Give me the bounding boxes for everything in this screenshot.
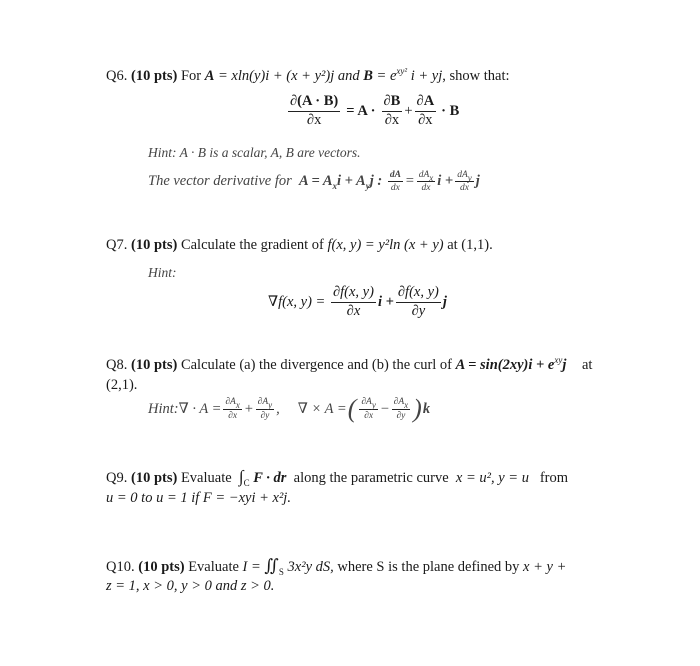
q7-function: f(x, y) = y²ln (x + y) xyxy=(327,237,444,253)
q9-points: (10 pts) xyxy=(130,470,178,486)
q7-statement xyxy=(106,237,493,254)
q8-curl-t2-sub: x xyxy=(404,400,409,411)
q10-sub-s: S xyxy=(278,567,284,577)
q6-number: Q6. xyxy=(106,68,128,84)
q9-curve: x = u², y = u xyxy=(455,470,529,486)
q10-points: (10 pts) xyxy=(138,559,185,575)
q8-curl-minus: − xyxy=(379,400,390,417)
q6-hint-j: j xyxy=(475,173,480,190)
q10-integral: ∬ xyxy=(264,556,279,575)
q8-text: Calculate (a) the divergence and (b) the curl of xyxy=(180,357,453,373)
q6-plus: + xyxy=(404,102,413,119)
q9-rest: along the parametric curve xyxy=(293,470,449,486)
q8-hint xyxy=(148,396,430,422)
q6-b-def-rest: i + yj xyxy=(410,68,443,84)
q7-i-plus: i + xyxy=(377,293,394,310)
q6-hint-2-def: A = A xyxy=(299,173,333,190)
q7-dfdx-frac xyxy=(331,285,376,320)
q6-lhs-num: ∂(A · B) xyxy=(288,94,340,112)
q6-hint-day-sub: y xyxy=(467,173,472,183)
q6-hint-da-num: dA xyxy=(388,170,403,182)
q8-curl-t2-num: ∂A xyxy=(393,397,405,408)
q6-db-fraction xyxy=(382,94,403,129)
q9-integrand: F · dr xyxy=(253,470,287,486)
q6-hint-eq: = xyxy=(404,173,415,190)
q7-hint-label: Hint: xyxy=(148,265,177,280)
q9-sub-c: C xyxy=(243,478,250,488)
q6-eq-sign: = A · xyxy=(346,102,376,119)
q6-hint-dax-sub: x xyxy=(429,173,434,183)
q8-div-t1-sub: x xyxy=(235,400,240,411)
q6-b-def-exp: xy² xyxy=(396,66,408,76)
q6-dot-b: · B xyxy=(441,102,460,119)
q8-div-t2-den: ∂y xyxy=(260,410,270,421)
q6-a-def: = xln(y)i + (x + y²)j xyxy=(218,68,335,84)
q8-number: Q8. xyxy=(106,357,128,373)
q9-text: Evaluate xyxy=(180,470,232,486)
q6-statement xyxy=(106,68,510,85)
q6-hint-day-den: dx xyxy=(460,183,469,194)
q6-hint-day-frac xyxy=(455,170,474,194)
q7-dfdx-num: ∂f(x, y) xyxy=(331,285,376,303)
q8-curl-t1-sub: y xyxy=(371,400,376,411)
q7-dfdy-num: ∂f(x, y) xyxy=(396,285,441,303)
q8-statement xyxy=(106,357,592,374)
q8-comma: , xyxy=(276,400,280,417)
q9-from: from xyxy=(539,470,569,486)
q6-db-num: ∂B xyxy=(382,94,403,112)
q8-div-t2 xyxy=(256,397,275,421)
q10-text: Evaluate xyxy=(188,559,239,575)
q8-curl-t1-num: ∂A xyxy=(361,397,372,408)
q8-curl-lhs: ∇ × A = xyxy=(297,400,347,417)
q6-hint-day-num: dA xyxy=(457,170,468,180)
q8-div-t1 xyxy=(223,397,242,421)
q6-vec-a: A xyxy=(204,68,215,84)
q8-k: k xyxy=(422,400,431,417)
q7-at: at (1,1). xyxy=(447,237,493,253)
q6-db-den: ∂x xyxy=(384,111,400,128)
q8-left-paren: ( xyxy=(347,394,357,423)
q7-gradient-eq xyxy=(268,285,447,320)
q8-curl-t1 xyxy=(359,397,378,421)
q10-plane: x + y + xyxy=(523,559,567,575)
q10-number: Q10. xyxy=(106,559,135,575)
q6-hint-da-den: dx xyxy=(390,183,400,194)
q9-line2: u = 0 to u = 1 if F = −xyi + x²j. xyxy=(106,490,291,506)
q9-statement xyxy=(106,467,568,487)
q6-lhs-den: ∂x xyxy=(306,111,322,128)
q10-i-def: I = xyxy=(242,559,261,575)
q6-hint-2-i: i + A xyxy=(337,173,366,190)
q6-equation xyxy=(286,94,459,129)
q8-div-t2-sub: y xyxy=(268,400,273,411)
q10-rest: where S is the plane defined by xyxy=(337,559,520,575)
q6-hint-dax-frac xyxy=(417,170,436,194)
q8-curl-t1-den: ∂x xyxy=(364,410,374,421)
q7-j: j xyxy=(442,293,447,310)
q8-curl-t2 xyxy=(392,397,411,421)
q6-hint-2-j: j : xyxy=(369,173,383,190)
q6-da-fraction xyxy=(415,94,437,129)
q6-hint-2-y: y xyxy=(365,181,370,192)
q6-points: (10 pts) xyxy=(130,68,178,84)
q8-at: at xyxy=(582,357,593,373)
q6-lhs-fraction xyxy=(288,94,340,129)
q8-curl-t2-den: ∂y xyxy=(396,410,406,421)
q6-hint-1: Hint: A · B is a scalar, A, B are vectors. xyxy=(148,145,361,160)
q8-div-t1-num: ∂A xyxy=(225,397,236,408)
q6-hint-i-plus: i + xyxy=(437,173,454,190)
q8-div-plus: + xyxy=(243,400,254,417)
q6-show: , show that: xyxy=(442,68,510,84)
q6-vec-b: B xyxy=(363,68,373,84)
q7-points: (10 pts) xyxy=(130,237,178,253)
q6-hint-2-pre: The vector derivative for xyxy=(148,173,292,190)
q8-a-exp: xy xyxy=(554,355,563,365)
q6-hint-dax-num: dA xyxy=(418,170,430,180)
q6-text-for: For xyxy=(180,68,202,84)
q7-dfdy-frac xyxy=(396,285,441,320)
q6-hint-da-frac xyxy=(388,170,403,194)
q8-right-paren: ) xyxy=(413,394,422,423)
q7-dfdx-den: ∂x xyxy=(346,302,361,319)
q8-point: (2,1). xyxy=(106,377,138,393)
q6-and: and xyxy=(337,68,360,84)
q8-points: (10 pts) xyxy=(130,357,178,373)
q10-line2: z = 1, x > 0, y > 0 and z > 0. xyxy=(106,578,275,594)
q10-integrand: 3x²y dS, xyxy=(287,559,334,575)
q9-number: Q9. xyxy=(106,470,128,486)
q8-hint-div: Hint:∇ · A = xyxy=(148,400,222,417)
q6-hint-dax-den: dx xyxy=(421,183,431,194)
q8-div-t2-num: ∂A xyxy=(257,397,269,408)
q6-hint-2-x: x xyxy=(332,181,338,192)
q7-grad-lhs: ∇f(x, y) = xyxy=(268,293,326,310)
q8-a-rest: j xyxy=(562,357,567,373)
q6-b-def-base: = e xyxy=(376,68,397,84)
q9-integral: ∫ xyxy=(238,467,244,486)
q8-div-t1-den: ∂x xyxy=(228,410,238,421)
q8-a-def: A = sin(2xy)i + e xyxy=(455,357,555,373)
q7-text: Calculate the gradient of xyxy=(180,237,324,253)
q6-da-den: ∂x xyxy=(418,111,433,128)
q7-dfdy-den: ∂y xyxy=(411,302,426,319)
q7-number: Q7. xyxy=(106,237,128,253)
q10-statement xyxy=(106,556,566,576)
q6-da-num: ∂A xyxy=(415,94,437,112)
q6-hint-2 xyxy=(148,170,480,194)
